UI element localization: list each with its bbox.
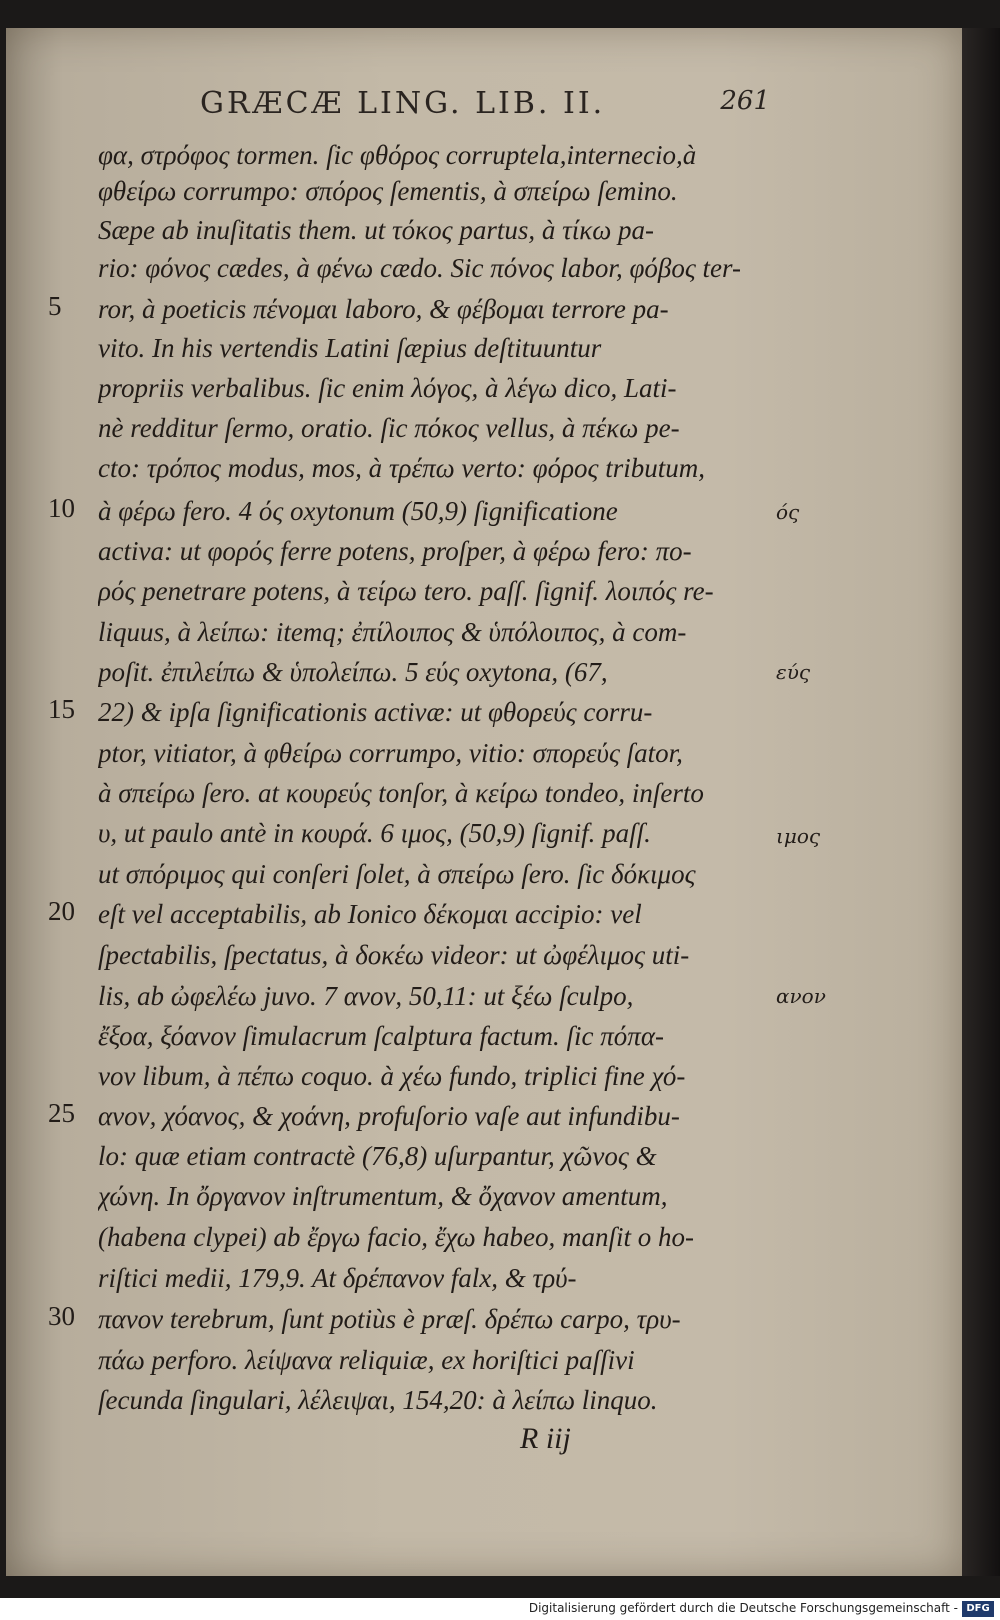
text-line: (habena clypei) ab ἔργω facio, ἔχω habeo, manſit o ho-	[98, 1222, 694, 1252]
text-line: nè redditur ſermo, oratio. ſic πόκος vellus, à πέκω pe-	[98, 413, 680, 443]
text-line: νον libum, à πέπω coquo. à χέω fundo, triplici fine χό-	[98, 1061, 686, 1091]
line-number: 25	[48, 1098, 75, 1128]
text-line: φθείρω corrumpo: σπόρος ſementis, à σπείρω ſemino.	[98, 176, 678, 206]
text-line: υ, ut paulo antè in κουρά. 6 ιμος, (50,9) ſignif. paſſ.	[98, 818, 651, 848]
text-line: ρός penetrare potens, à τείρω tero. paſſ. ſignif. λοιπός re-	[98, 576, 714, 606]
text-line: χώνη. In ὄργανον inſtrumentum, & ὄχανον amentum,	[98, 1181, 668, 1211]
text-line: Sæpe ab inuſitatis them. ut τόκος partus, à τίκω pa-	[98, 215, 655, 245]
running-head: GRÆCÆ LING. LIB. II.	[200, 86, 606, 121]
text-line: ſecunda ſingulari, λέλειψαι, 154,20: à λείπω linquo.	[98, 1385, 658, 1415]
line-number: 5	[48, 291, 62, 321]
text-line: ανον, χόανος, & χοάνη, profuſorio vaſe aut infundibu-	[98, 1101, 680, 1131]
page-edge-shadow	[962, 28, 1000, 1576]
text-line: φα, στρόφος tormen. ſic φθόρος corruptela,internecio,à	[98, 140, 697, 170]
text-line: à φέρω fero. 4 ός oxytonum (50,9) ſignificatione	[98, 496, 618, 526]
text-line: activa: ut φορός ferre potens, proſper, à φέρω fero: πο-	[98, 536, 692, 566]
line-number: 30	[48, 1301, 75, 1331]
line-number: 10	[48, 493, 75, 523]
margin-note: ανον	[776, 984, 826, 1008]
text-line: 22) & ipſa ſignificationis activæ: ut φθορεύς corru-	[98, 697, 653, 727]
text-line: à σπείρω ſero. at κουρεύς tonſor, à κείρω tondeo, inſerto	[98, 778, 704, 808]
text-line: πάω perforo. λείψανα reliquiæ, ex horiſtici paſſivi	[98, 1345, 635, 1375]
page-header	[200, 86, 770, 130]
signature-mark: R iij	[520, 1422, 571, 1455]
text-line: ſpectabilis, ſpectatus, à δοκέω videor: ut ὠφέλιμος uti-	[98, 940, 690, 970]
margin-note: ιμος	[776, 824, 821, 848]
text-line: πανον terebrum, ſunt potiùs è præſ. δρέπω carpo, τρυ-	[98, 1304, 681, 1334]
text-line: lis, ab ὠφελέω juvo. 7 ανον, 50,11: ut ξέω ſculpo,	[98, 981, 634, 1011]
text-line: ptor, vitiator, à φθείρω corrumpo, vitio: σπορεύς ſator,	[98, 738, 683, 768]
text-line: eſt vel acceptabilis, ab Ionico δέκομαι accipio: vel	[98, 899, 642, 929]
line-number: 15	[48, 694, 75, 724]
text-line: liquus, à λείπω: itemq; ἐπίλοιπος & ὑπόλοιπος, à com-	[98, 617, 687, 647]
margin-note: ός	[776, 500, 800, 524]
margin-note: εύς	[776, 660, 811, 684]
text-line: poſit. ἐπιλείπω & ὑπολείπω. 5 εύς oxytona, (67,	[98, 657, 608, 687]
text-line: propriis verbalibus. ſic enim λόγος, à λέγω dico, Lati-	[98, 373, 677, 403]
text-line: ἔξοα, ξόανον ſimulacrum ſcalptura factum. ſic πόπα-	[98, 1021, 664, 1051]
text-line: cto: τρόπος modus, mos, à τρέπω verto: φόρος tributum,	[98, 453, 706, 483]
text-line: lo: quæ etiam contractè (76,8) uſurpantur, χῶνος &	[98, 1141, 657, 1171]
line-number: 20	[48, 896, 75, 926]
text-line: ror, à poeticis πένομαι laboro, & φέβομαι terrore pa-	[98, 294, 669, 324]
text-line: vito. In his vertendis Latini ſæpius deſtituuntur	[98, 333, 602, 363]
text-line: riſtici medii, 179,9. At δρέπανον falx, & τρύ-	[98, 1263, 577, 1293]
text-line: rio: φόνος cædes, à φένω cædo. Sic πόνος labor, φόβος ter-	[98, 253, 741, 283]
dfg-logo: DFG	[962, 1601, 994, 1617]
folio-number: 261	[720, 86, 770, 116]
digitization-credit: Digitalisierung gefördert durch die Deutsche Forschungsgemeinschaft -	[528, 1601, 958, 1615]
text-line: ut σπόριμος qui conſeri ſolet, à σπείρω ſero. ſic δόκιμος	[98, 859, 696, 889]
